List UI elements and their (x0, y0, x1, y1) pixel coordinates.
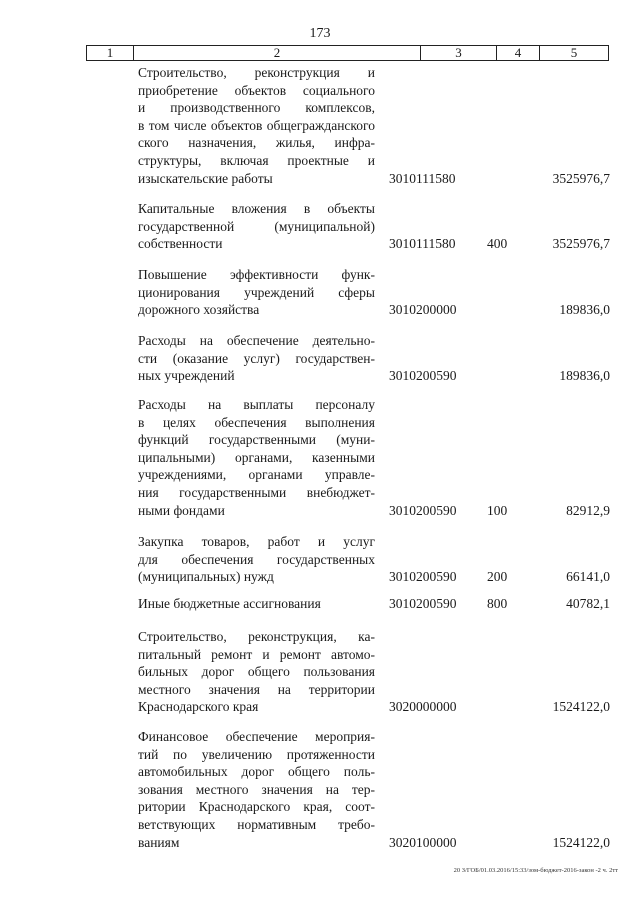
description-line: ционирования учреждений сферы (138, 284, 375, 300)
row-code: 3010200590 (389, 596, 457, 611)
description-line: приобретение объектов социального (138, 82, 375, 98)
row-description (138, 64, 375, 187)
header-col-2: 2 (273, 45, 281, 60)
description-line: дорожного хозяйства (138, 302, 260, 318)
row-code: 3020100000 (389, 834, 457, 850)
description-line: Капитальные вложения в объекты (138, 201, 375, 216)
table-row (0, 595, 640, 613)
row-code: 3010200590 (389, 569, 457, 585)
table-row (0, 728, 640, 851)
row-amount: 3525976,7 (552, 236, 610, 252)
description-line: ципальными) органами, казенными (138, 449, 375, 465)
description-line: Строительство, реконструкция, ка- (138, 629, 375, 644)
description-line: Краснодарского края (138, 699, 259, 715)
table-row (0, 266, 640, 319)
row-expense-type: 400 (487, 236, 508, 252)
row-amount: 189836,0 (559, 302, 610, 318)
description-line: ваниям (138, 834, 180, 850)
row-expense-type: 100 (487, 502, 508, 518)
description-line: местного значения на территории (138, 681, 375, 697)
description-line: в том числе объектов общегражданского (138, 117, 375, 133)
row-amount: 189836,0 (559, 368, 610, 384)
description-line: зования местного значения на тер- (138, 781, 375, 797)
row-code: 3010111580 (389, 170, 456, 186)
row-description (138, 200, 375, 253)
row-amount: 40782,1 (566, 596, 610, 611)
description-line: ными фондами (138, 502, 225, 518)
table-row (0, 332, 640, 385)
row-amount: 1524122,0 (552, 834, 610, 850)
row-code: 3010200590 (389, 368, 457, 384)
description-line: бильных дорог общего пользования (138, 664, 375, 680)
header-col-4: 4 (514, 45, 522, 60)
description-line: питальный ремонт и ремонт автомо- (138, 646, 375, 662)
description-line: ритории Краснодарского края, соот- (138, 799, 375, 815)
header-col-5: 5 (570, 45, 578, 60)
description-line: Повышение эффективности функ- (138, 267, 375, 282)
row-description (138, 332, 375, 385)
row-amount: 1524122,0 (552, 699, 610, 715)
description-line: структуры, включая проектные и (138, 152, 375, 168)
table-row (0, 396, 640, 519)
description-line: ния государственными внебюджет- (138, 484, 375, 500)
row-code: 3020000000 (389, 699, 457, 715)
table-row (0, 628, 640, 716)
row-amount: 66141,0 (566, 569, 610, 585)
page-number: 173 (309, 26, 331, 41)
description-line: функций государственными (муни- (138, 432, 375, 448)
description-line: Расходы на обеспечение деятельно- (138, 333, 375, 348)
description-line: и производственного комплексов, (138, 100, 375, 116)
row-expense-type: 200 (487, 569, 508, 585)
description-line: государственной (муниципальной) (138, 218, 375, 234)
row-amount: 3525976,7 (552, 170, 610, 186)
description-line: учреждениями, органами управле- (138, 467, 375, 483)
description-line: ных учреждений (138, 368, 235, 384)
description-line: (муниципальных) нужд (138, 569, 274, 585)
description-line: в целях обеспечения выполнения (138, 414, 375, 430)
row-description (138, 595, 375, 613)
table-header (86, 45, 609, 61)
table-row (0, 64, 640, 187)
row-description (138, 396, 375, 519)
description-line: ского назначения, жилья, инфра- (138, 135, 375, 151)
footer-stamp: 20 З/ГОБ/01.03.2016/15:33/зом-бюджет-2016-закон -2 ч. 2тт (453, 867, 618, 874)
table-row (0, 200, 640, 253)
row-description (138, 728, 375, 851)
row-code: 3010200000 (389, 302, 457, 318)
description-line: для обеспечения государственных (138, 551, 375, 567)
description-line: ветствующих нормативным требо- (138, 816, 375, 832)
description-line: Иные бюджетные ассигнования (138, 596, 321, 611)
row-description (138, 628, 375, 716)
row-description (138, 533, 375, 586)
description-line: Расходы на выплаты персоналу (138, 397, 375, 412)
description-line: Финансовое обеспечение мероприя- (138, 729, 375, 744)
description-line: Закупка товаров, работ и услуг (138, 534, 375, 549)
description-line: собственности (138, 236, 223, 252)
description-line: сти (оказание услуг) государствен- (138, 350, 375, 366)
table-row (0, 533, 640, 586)
header-col-1: 1 (106, 45, 114, 60)
description-line: Строительство, реконструкция и (138, 65, 375, 80)
row-description (138, 266, 375, 319)
description-line: автомобильных дорог общего поль- (138, 764, 375, 780)
description-line: тий по увеличению протяженности (138, 746, 375, 762)
row-expense-type: 800 (487, 596, 508, 611)
description-line: изыскательские работы (138, 170, 273, 186)
row-amount: 82912,9 (566, 502, 610, 518)
header-col-3: 3 (455, 45, 462, 60)
row-code: 3010111580 (389, 236, 456, 252)
row-code: 3010200590 (389, 502, 457, 518)
